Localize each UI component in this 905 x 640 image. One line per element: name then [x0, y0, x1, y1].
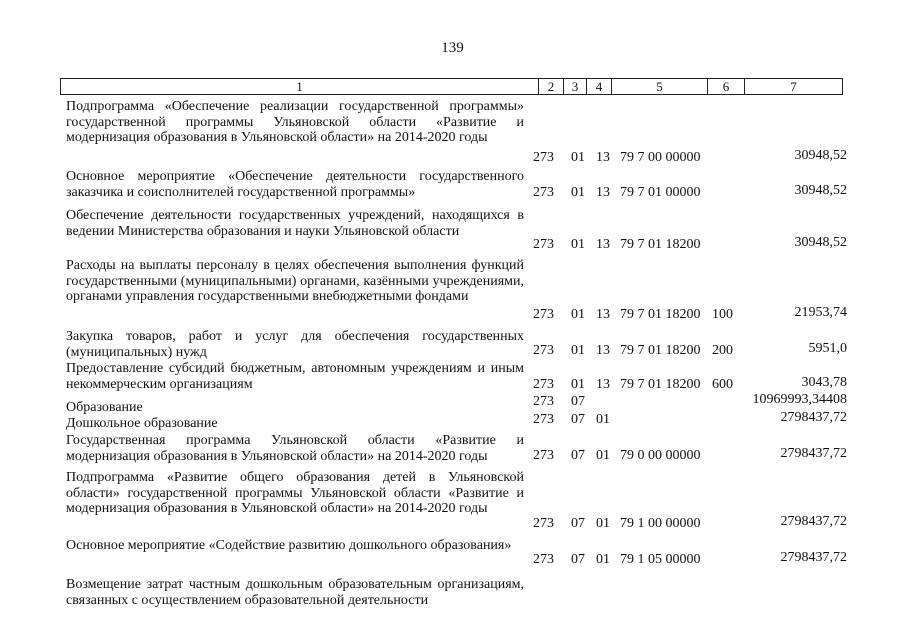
cell-col-2: 273 [533, 448, 554, 463]
row-description: Предоставление субсидий бюджетным, автономным учреждениям и иным некоммерческим организациям [66, 361, 524, 392]
row-description: Возмещение затрат частным дошкольным образовательным организациям, связанных с осуществлением образовательной деятельности [66, 577, 524, 608]
cell-col-3: 07 [571, 448, 585, 463]
cell-col-3: 01 [571, 377, 585, 392]
cell-col-5: 79 7 01 18200 [620, 307, 701, 322]
cell-col-4: 13 [596, 185, 610, 200]
cell-col-2: 273 [533, 307, 554, 322]
cell-col-7: 30948,52 [794, 183, 847, 198]
cell-col-7: 10969993,34408 [752, 392, 847, 407]
header-col-4: 4 [586, 79, 611, 94]
cell-col-4: 13 [596, 237, 610, 252]
cell-col-3: 07 [571, 552, 585, 567]
cell-col-6: 100 [712, 307, 733, 322]
row-description: Основное мероприятие «Обеспечение деятельности государственного заказчика и соисполнителей государственной программы» [66, 169, 524, 200]
cell-col-4: 01 [596, 448, 610, 463]
row-description: Государственная программа Ульяновской области «Развитие и модернизация образования в Ульяновской области» на 2014-2020 годы [66, 433, 524, 464]
cell-col-4: 01 [596, 412, 610, 427]
cell-col-7: 2798437,72 [780, 514, 847, 529]
cell-col-4: 01 [596, 516, 610, 531]
table-header [60, 78, 843, 95]
cell-col-7: 3043,78 [801, 375, 847, 390]
cell-col-2: 273 [533, 150, 554, 165]
cell-col-3: 01 [571, 150, 585, 165]
cell-col-2: 273 [533, 377, 554, 392]
cell-col-3: 01 [571, 237, 585, 252]
row-description: Обеспечение деятельности государственных учреждений, находящихся в ведении Министерства образования и науки Ульяновской области [66, 208, 524, 239]
cell-col-5: 79 1 05 00000 [620, 552, 701, 567]
cell-col-2: 273 [533, 237, 554, 252]
row-description: Расходы на выплаты персоналу в целях обеспечения выполнения функций государственными (муниципальными) органами, казёнными учреждениями, органами управления государственными внебюджетными фондами [66, 258, 524, 304]
row-description: Подпрограмма «Обеспечение реализации государственной программы» государственной программы Ульяновской области «Развитие и модернизация образования в Ульяновской области» на 2014-2020 годы [66, 99, 524, 145]
row-description: Подпрограмма «Развитие общего образования детей в Ульяновской области» государственной программы Ульяновской области «Развитие и модернизация образования в Ульяновской области» на 2014-2020 годы [66, 470, 524, 516]
row-description: Основное мероприятие «Содействие развитию дошкольного образования» [66, 538, 512, 553]
row-description: Образование [66, 400, 143, 415]
cell-col-4: 13 [596, 343, 610, 358]
cell-col-4: 13 [596, 377, 610, 392]
cell-col-7: 5951,0 [808, 341, 847, 356]
cell-col-2: 273 [533, 552, 554, 567]
cell-col-7: 21953,74 [794, 305, 847, 320]
header-col-6: 6 [707, 79, 744, 94]
cell-col-2: 273 [533, 185, 554, 200]
header-col-5: 5 [611, 79, 707, 94]
cell-col-5: 79 7 01 18200 [620, 237, 701, 252]
cell-col-7: 30948,52 [794, 148, 847, 163]
cell-col-5: 79 7 01 18200 [620, 343, 701, 358]
cell-col-3: 01 [571, 185, 585, 200]
header-col-1: 1 [296, 79, 303, 94]
cell-col-5: 79 7 00 00000 [620, 150, 701, 165]
cell-col-2: 273 [533, 412, 554, 427]
cell-col-5: 79 7 01 18200 [620, 377, 701, 392]
cell-col-2: 273 [533, 394, 554, 409]
cell-col-3: 01 [571, 307, 585, 322]
cell-col-3: 01 [571, 343, 585, 358]
row-description: Дошкольное образование [66, 416, 218, 431]
cell-col-6: 200 [712, 343, 733, 358]
cell-col-2: 273 [533, 343, 554, 358]
header-col-7: 7 [744, 79, 842, 94]
cell-col-7: 2798437,72 [780, 410, 847, 425]
row-description: Закупка товаров, работ и услуг для обеспечения государственных (муниципальных) нужд [66, 329, 524, 360]
cell-col-4: 13 [596, 150, 610, 165]
cell-col-3: 07 [571, 516, 585, 531]
cell-col-5: 79 1 00 00000 [620, 516, 701, 531]
cell-col-7: 2798437,72 [780, 550, 847, 565]
header-col-3: 3 [563, 79, 586, 94]
cell-col-4: 01 [596, 552, 610, 567]
cell-col-7: 2798437,72 [780, 446, 847, 461]
cell-col-7: 30948,52 [794, 235, 847, 250]
header-col-2: 2 [538, 79, 563, 94]
cell-col-3: 07 [571, 394, 585, 409]
cell-col-2: 273 [533, 516, 554, 531]
page-number: 139 [441, 40, 464, 56]
cell-col-4: 13 [596, 307, 610, 322]
cell-col-5: 79 0 00 00000 [620, 448, 701, 463]
cell-col-6: 600 [712, 377, 733, 392]
cell-col-5: 79 7 01 00000 [620, 185, 701, 200]
cell-col-3: 07 [571, 412, 585, 427]
